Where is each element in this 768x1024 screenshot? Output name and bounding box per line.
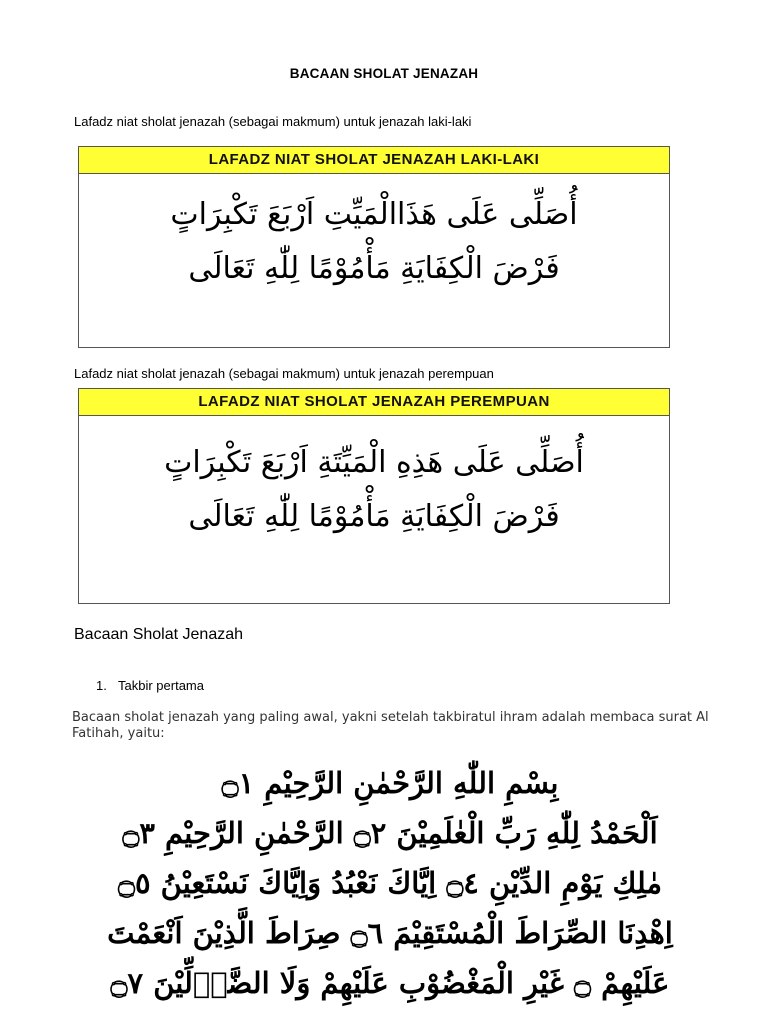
niat-male-banner: LAFADZ NIAT SHOLAT JENAZAH LAKI-LAKI <box>79 147 669 174</box>
fatihah-line-5: عَلَيْهِمْ ۝ غَيْرِ الْمَغْضُوْبِ عَلَيْهِمْ وَلَا الضَّاۤلِّيْنَ ۝٧ <box>110 966 670 1000</box>
niat-male-arabic <box>79 174 669 296</box>
fatihah-line-2: اَلْحَمْدُ لِلّٰهِ رَبِّ الْعٰلَمِيْنَ ۝٢ الرَّحْمٰنِ الرَّحِيْمِ ۝٣ <box>122 816 658 850</box>
list-item <box>96 678 204 693</box>
niat-female-box <box>78 388 670 604</box>
al-fatihah-calligraphy <box>68 758 712 1012</box>
list-item-number: 1. <box>96 678 107 693</box>
intro-female-text: Lafadz niat sholat jenazah (sebagai makmum) untuk jenazah perempuan <box>74 366 494 381</box>
niat-male-line-1: أُصَلِّى عَلَى هَذَاالْمَيِّتِ اَرْبَعَ تَكْبِرَاتٍ <box>170 197 578 232</box>
niat-female-line-2: فَرْضَ الْكِفَايَةِ مَأْمُوْمًا لِلّٰهِ تَعَالَى <box>188 499 560 534</box>
fatihah-line-3: مٰلِكِ يَوْمِ الدِّيْنِ ۝٤ اِيَّاكَ نَعْبُدُ وَاِيَّاكَ نَسْتَعِيْنُ ۝٥ <box>117 866 663 900</box>
niat-female-banner: LAFADZ NIAT SHOLAT JENAZAH PEREMPUAN <box>79 389 669 416</box>
niat-male-box <box>78 146 670 348</box>
niat-female-arabic <box>79 416 669 544</box>
document-title: BACAAN SHOLAT JENAZAH <box>289 66 479 81</box>
section-heading: Bacaan Sholat Jenazah <box>74 626 244 643</box>
fatihah-line-1: بِسْمِ اللّٰهِ الرَّحْمٰنِ الرَّحِيْمِ ۝١ <box>221 766 559 800</box>
niat-female-line-1: أُصَلِّى عَلَى هَذِهِ الْمَيِّتَةِ اَرْبَعَ تَكْبِرَاتٍ <box>164 445 584 480</box>
intro-male-text: Lafadz niat sholat jenazah (sebagai makmum) untuk jenazah laki-laki <box>74 114 472 129</box>
fatihah-line-4: اِهْدِنَا الصِّرَاطَ الْمُسْتَقِيْمَ ۝٦ صِرَاطَ الَّذِيْنَ اَنْعَمْتَ <box>107 916 673 950</box>
niat-male-line-2: فَرْضَ الْكِفَايَةِ مَأْمُوْمًا لِلّٰهِ تَعَالَى <box>188 251 560 286</box>
list-item-label: Takbir pertama <box>118 678 204 693</box>
description-text: Bacaan sholat jenazah yang paling awal, yakni setelah takbiratul ihram adalah membaca surat Al Fatihah, yaitu: <box>72 710 709 741</box>
